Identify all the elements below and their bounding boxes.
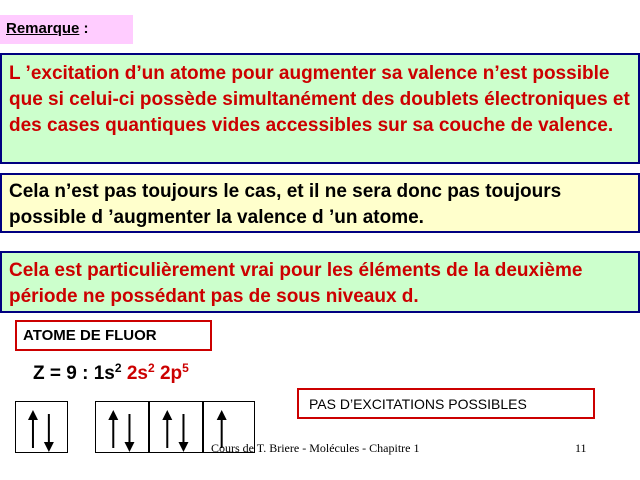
orbital-2p-box-2 [149, 401, 203, 453]
orbital-2s-box [15, 401, 68, 453]
spin-down-arrow-icon [178, 414, 188, 452]
orbital-2p-1-arrows [96, 402, 150, 454]
second-period-box: Cela est particulièrement vrai pour les éléments de la deuxième période ne possédant pas de sous niveaux d. [0, 251, 640, 313]
config-1s-exponent: 2 [114, 361, 122, 375]
config-2p-exponent: 5 [182, 361, 189, 375]
config-2s-exponent: 2 [147, 361, 155, 375]
spin-up-arrow-icon [162, 410, 172, 448]
orbital-2p-2-arrows [150, 402, 204, 454]
remark-label [0, 15, 133, 44]
spin-up-arrow-icon [28, 410, 38, 448]
orbital-2s-arrows [16, 402, 69, 454]
remark-colon: : [79, 20, 89, 37]
config-2p: 2p [159, 363, 183, 384]
not-always-box: Cela n’est pas toujours le cas, et il ne sera donc pas toujours possible d ’augmenter la valence d ’un atome. [0, 173, 640, 233]
spin-up-arrow-icon [108, 410, 118, 448]
config-2s: 2s [126, 363, 148, 384]
config-prefix: Z = 9 : 1s [33, 363, 115, 384]
excitation-condition-box: L ’excitation d’un atome pour augmenter sa valence n’est possible que si celui-ci possède simultanément des doublets électroniques et des cases quantiques vides accessibles sur sa couche de valence. [0, 53, 640, 164]
orbital-2p-box-1 [95, 401, 149, 453]
remark-title: Remarque [6, 20, 80, 37]
footer-page-number: 11 [575, 441, 587, 455]
footer-text: Cours de T. Briere - Molécules - Chapitre 1 [211, 441, 420, 455]
electron-configuration [33, 363, 189, 385]
atom-title: ATOME DE FLUOR [15, 320, 212, 351]
spin-down-arrow-icon [44, 414, 54, 452]
spin-down-arrow-icon [124, 414, 134, 452]
no-excitation-box: PAS D’EXCITATIONS POSSIBLES [297, 388, 595, 419]
